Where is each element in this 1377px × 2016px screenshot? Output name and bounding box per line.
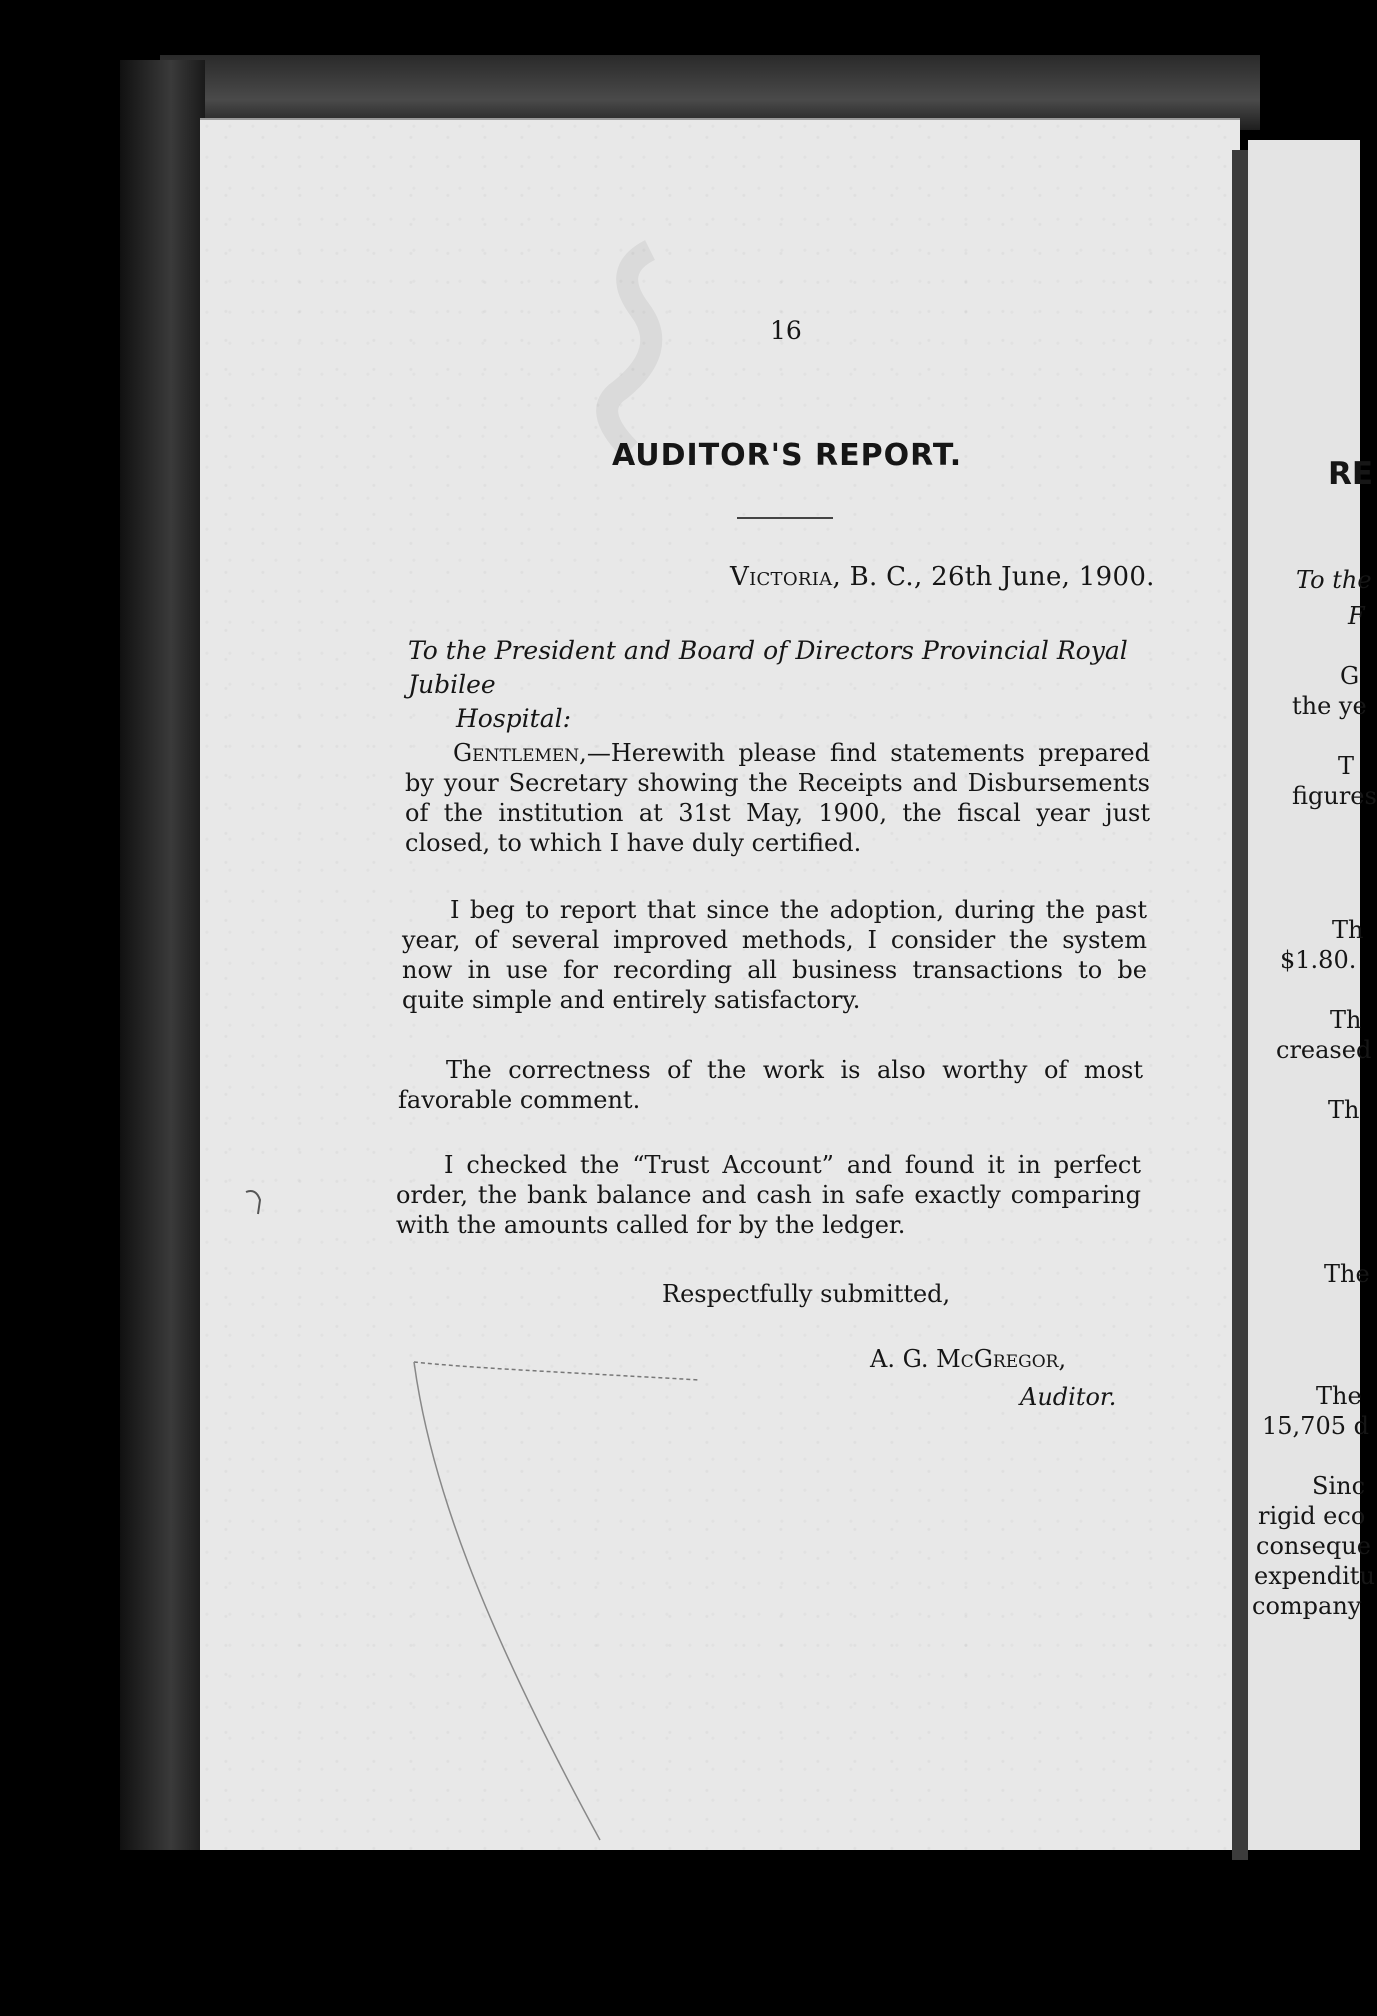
right-line-18: expenditu	[1254, 1562, 1375, 1590]
right-line-8: $1.80.	[1280, 946, 1357, 974]
dateline-place: Victoria, B. C.,	[730, 562, 923, 592]
dateline	[730, 562, 1155, 592]
address-line-1: To the President and Board of Directors Provincial Royal Jubilee	[408, 636, 1128, 699]
paragraph-3: The correctness of the work is also worthy of most favorable comment.	[398, 1056, 1143, 1114]
paragraph-1-lead: Gentlemen,	[453, 739, 587, 767]
page-number: 16	[770, 316, 802, 345]
salutation-address	[408, 634, 1178, 736]
right-line-6: figures	[1292, 782, 1377, 810]
title-divider	[737, 517, 833, 519]
report-title: AUDITOR'S REPORT.	[612, 438, 963, 473]
paragraph-1	[405, 738, 1150, 858]
right-line-12: The	[1324, 1260, 1370, 1288]
right-line-17: conseque	[1256, 1532, 1371, 1560]
right-line-19: company	[1252, 1592, 1362, 1620]
right-line-16: rigid eco	[1258, 1502, 1366, 1530]
right-line-3: G	[1340, 662, 1360, 690]
right-line-4: the ye	[1292, 692, 1367, 720]
right-line-5: T	[1338, 752, 1355, 780]
right-line-10: creased	[1276, 1036, 1372, 1064]
paragraph-2: I beg to report that since the adoption, during the past year, of several improved methods, I consider the system now in use for recording all business transactions to be quite simple and entirely satisfactory.	[402, 896, 1147, 1014]
paragraph-1-body: —Herewith please find statements prepared by your Secretary showing the Receipts and Disbursements of the institution at 31st May, 1900, the fiscal year just closed, to which I have duly certified.	[405, 739, 1150, 857]
right-line-13: The	[1316, 1382, 1362, 1410]
right-heading-fragment: RE	[1328, 456, 1374, 492]
right-page	[1248, 140, 1377, 1850]
right-line-1: To the	[1296, 566, 1372, 594]
dateline-date: 26th June, 1900.	[931, 562, 1155, 592]
page-gutter	[1232, 150, 1248, 1860]
right-line-9: Th	[1330, 1006, 1362, 1034]
signer-title: Auditor.	[1020, 1383, 1117, 1411]
signer-name: A. G. McGregor,	[870, 1345, 1067, 1373]
right-line-2: F	[1348, 602, 1365, 630]
paragraph-4: I checked the “Trust Account” and found it in perfect order, the bank balance and cash in safe exactly comparing with the amounts called for by the ledger.	[396, 1151, 1141, 1239]
address-line-2: Hospital:	[456, 704, 572, 733]
book-spine	[120, 60, 205, 1850]
closing-line: Respectfully submitted,	[662, 1280, 951, 1308]
right-line-11: Th	[1328, 1096, 1360, 1124]
right-line-14: 15,705 d	[1262, 1412, 1369, 1440]
right-line-7: Th	[1332, 916, 1364, 944]
right-line-15: Sinc	[1312, 1472, 1366, 1500]
